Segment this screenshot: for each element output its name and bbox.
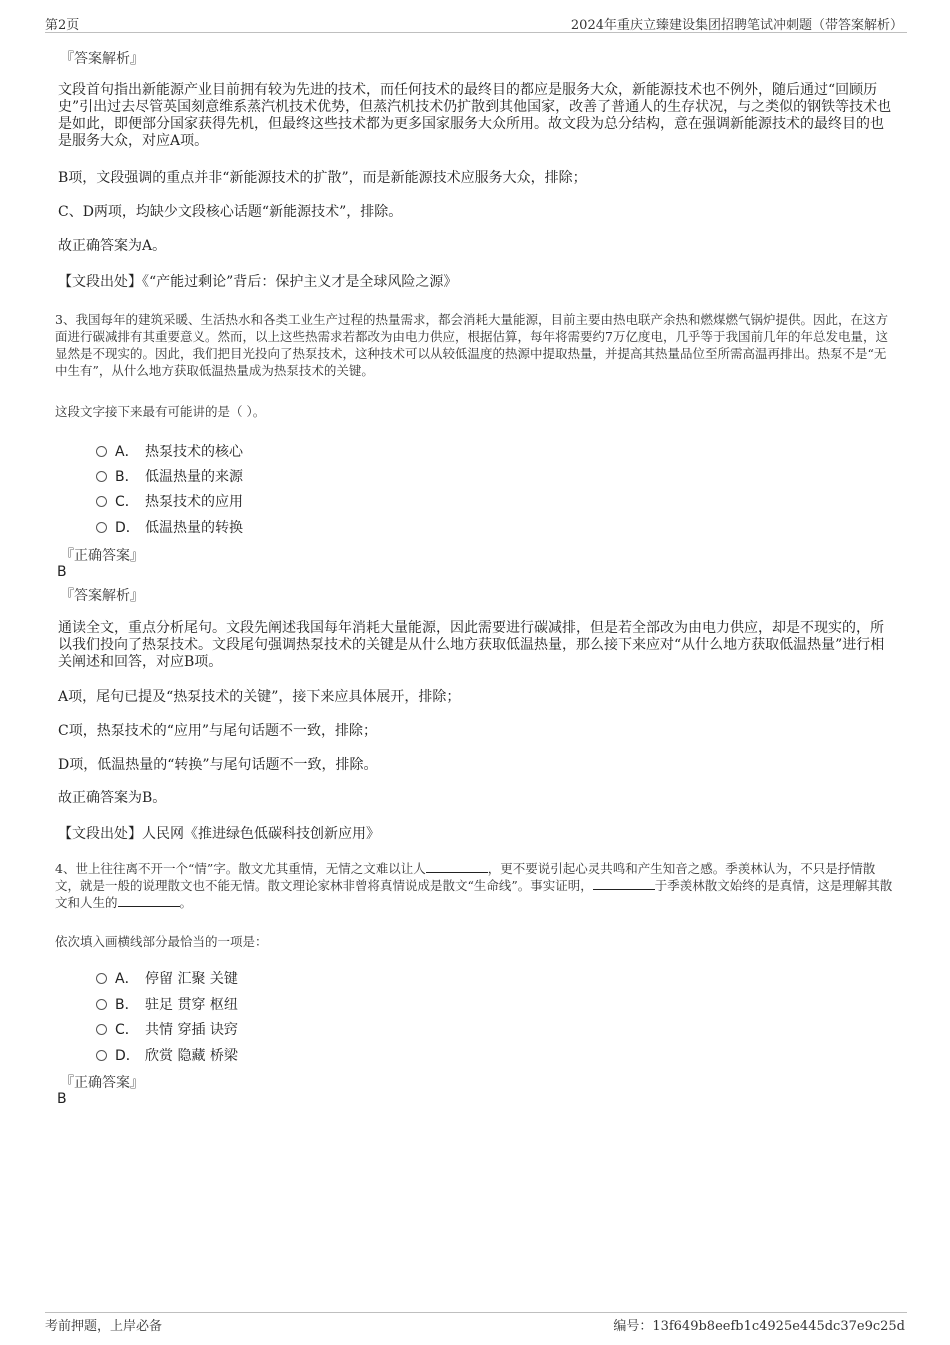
page-header	[45, 12, 907, 33]
document-title: 2024年重庆立臻建设集团招聘笔试冲刺题（带答案解析）	[570, 18, 903, 33]
radio-icon[interactable]	[96, 496, 107, 507]
q2-analysis-p4: 故正确答案为A。	[58, 238, 167, 254]
q4-prompt: 依次填入画横线部分最恰当的一项是：	[55, 934, 268, 949]
q2-analysis-p1: 文段首句指出新能源产业目前拥有较为先进的技术，而任何技术的最终目的都应是服务大众，新能源技术也不例外，随后通过“回顾历史”引出过去尽管英国刻意维系蒸汽机技术优势，但蒸汽机技术仍扩散到其他国家，改善了普通人的生存状况，与之类似的钢铁等技术也是如此，即便部分国家获得先机，但最终这些技术都为更多国家服务大众所用。故文段为总分结构，意在强调新能源技术的最终目的也是服务大众，对应A项。	[58, 82, 892, 149]
q2-analysis-p3: C、D两项，均缺少文段核心话题“新能源技术”，排除。	[58, 204, 403, 220]
q3-analysis-p1: 通读全文，重点分析尾句。文段先阐述我国每年消耗大量能源，因此需要进行碳减排，但是若全部改为由电力供应，却是不现实的，所以我们投向了热泵技术。文段尾句强调热泵技术的关键是从什么地方获取低温热量，那么接下来应对“从什么地方获取低温热量”进行相关阐述和回答，对应B项。	[58, 620, 885, 670]
q3-correct-answer: B	[57, 564, 67, 580]
q2-source: 【文段出处】《“产能过剩论”背后：保护主义才是全球风险之源》	[58, 274, 458, 290]
page-footer	[45, 1312, 907, 1334]
q3-option-d[interactable]: D． 低温热量的转换	[96, 517, 243, 537]
radio-icon[interactable]	[96, 973, 107, 984]
document-id: 编号：13f649b8eefb1c4925e445dc37e9c25d	[613, 1319, 905, 1334]
footer-slogan: 考前押题，上岸必备	[45, 1319, 163, 1334]
q3-analysis-title: 『答案解析』	[60, 588, 144, 604]
q4-option-d[interactable]: D． 欣赏 隐藏 桥梁	[96, 1045, 238, 1065]
page-number: 第2页	[45, 18, 80, 33]
q4-option-c[interactable]: C． 共情 穿插 诀窍	[96, 1019, 238, 1039]
fill-blank	[426, 860, 488, 873]
q4-correct-title: 『正确答案』	[60, 1075, 144, 1091]
q3-analysis-p4: D项，低温热量的“转换”与尾句话题不一致，排除。	[58, 757, 378, 773]
q4-option-a[interactable]: A． 停留 汇聚 关键	[96, 968, 238, 988]
q3-stem: 3、我国每年的建筑采暖、生活热水和各类工业生产过程的热量需求，都会消耗大量能源，目前主要由热电联产余热和燃煤燃气锅炉提供。因此，在这方面进行碳减排有其重要意义。然而，以上这些热需求若都改为由电力供应，根据估算，每年将需要约7万亿度电，几乎等于我国前几年的年总发电量，这显然是不现实的。因此，我们把目光投向了热泵技术，这种技术可以从较低温度的热源中提取热量，并提高其热量品位至所需高温再排出。热泵不是“无中生有”，从什么地方获取低温热量成为热泵技术的关键。	[55, 312, 888, 378]
q3-option-b[interactable]: B． 低温热量的来源	[96, 466, 243, 486]
radio-icon[interactable]	[96, 522, 107, 533]
q3-prompt: 这段文字接下来最有可能讲的是（ ）。	[55, 404, 266, 419]
radio-icon[interactable]	[96, 1024, 107, 1035]
radio-icon[interactable]	[96, 1050, 107, 1061]
q3-source: 【文段出处】人民网《推进绿色低碳科技创新应用》	[58, 826, 380, 842]
q3-analysis-p2: A项，尾句已提及“热泵技术的关键”，接下来应具体展开，排除；	[58, 689, 461, 705]
radio-icon[interactable]	[96, 471, 107, 482]
fill-blank	[118, 894, 180, 907]
q3-option-c[interactable]: C． 热泵技术的应用	[96, 491, 243, 511]
radio-icon[interactable]	[96, 999, 107, 1010]
q3-option-a[interactable]: A． 热泵技术的核心	[96, 441, 243, 461]
q3-correct-title: 『正确答案』	[60, 548, 144, 564]
fill-blank	[593, 877, 655, 890]
q3-analysis-p3: C项，热泵技术的“应用”与尾句话题不一致，排除；	[58, 723, 378, 739]
q4-stem: 4、世上往往离不开一个“情”字。散文尤其重情，无情之文难以让人 ，更不要说引起心灵共鸣和产生知音之感。季羡林认为，不只是抒情散文，就是一般的说理散文也不能无情。散文理论家林非曾将真情说成是散文“生命线”。事实证明， 于季羡林散文始终的是真情，这是理解其散文和人生的 。	[55, 861, 893, 910]
q4-option-b[interactable]: B． 驻足 贯穿 枢纽	[96, 994, 238, 1014]
q3-analysis-p5: 故正确答案为B。	[58, 790, 167, 806]
q4-correct-answer: B	[57, 1091, 67, 1107]
q2-analysis-p2: B项，文段强调的重点并非“新能源技术的扩散”，而是新能源技术应服务大众，排除；	[58, 170, 587, 186]
radio-icon[interactable]	[96, 446, 107, 457]
q2-analysis-title: 『答案解析』	[60, 51, 144, 67]
